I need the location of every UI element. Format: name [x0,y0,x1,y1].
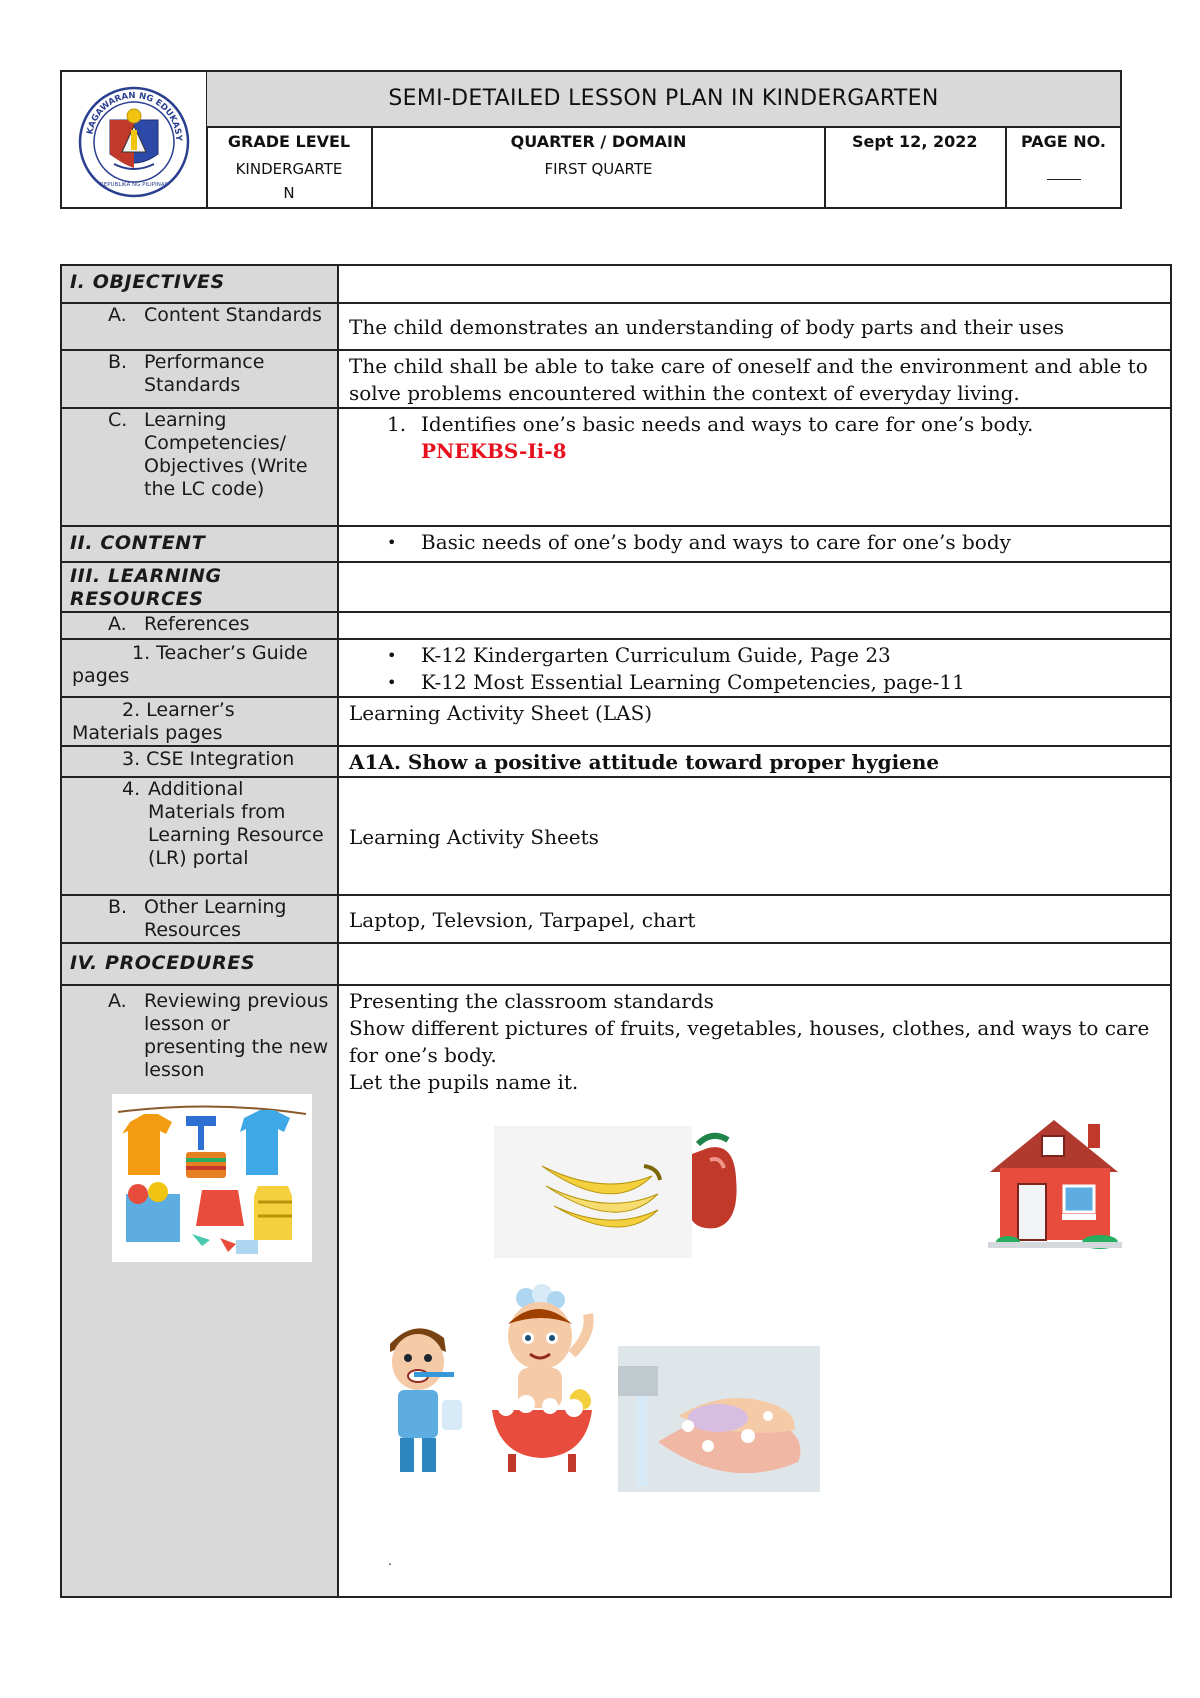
reference-bullet-2: • [387,673,397,692]
row-teachers-guide [61,639,1171,697]
objectives-heading: I. OBJECTIVES [70,271,225,293]
child-bathing-picture [486,1284,598,1484]
content-bullet: • [387,533,397,552]
grade-level-cell [207,128,373,207]
content-standards-letter: A. [108,304,127,326]
procedure-line-1: Presenting the classroom standards [349,989,714,1013]
content-text: Basic needs of one’s body and ways to care for one’s body [421,530,1011,554]
quarter-domain-cell [373,128,826,207]
other-resources-label: Other Learning Resources [144,896,287,941]
competency-number: 1. [387,412,407,436]
quarter-domain-value: FIRST QUARTE [544,160,653,178]
page-number-label: PAGE NO. [1021,132,1106,151]
performance-standards-letter: B. [108,351,128,373]
reviewing-letter: A. [108,990,127,1012]
teachers-guide-label-a: 1. Teacher’s Guide [132,642,308,664]
competency-text: Identifies one’s basic needs and ways to care for one’s body. [421,412,1034,436]
learners-materials-label-a: 2. Learner’s [122,699,235,721]
row-cse-integration [61,746,1171,777]
references-letter: A. [108,613,127,635]
row-objectives-heading [61,265,1171,303]
row-performance-standards [61,350,1171,408]
content-standards-text: The child demonstrates an understanding of body parts and their uses [349,315,1065,339]
row-content [61,526,1171,562]
house-picture [988,1112,1122,1250]
grade-level-value-line2: N [283,184,295,202]
performance-standards-text: The child shall be able to take care of oneself and the environment and able to solve problems encountered within the context of everyday living. [349,354,1148,405]
stray-dot: . [388,1554,392,1568]
lc-code: PNEKBS-Ii-8 [421,439,567,463]
header-box [60,70,1122,209]
page-number-cell [1007,128,1120,207]
lesson-plan-title: SEMI-DETAILED LESSON PLAN IN KINDERGARTEN [207,72,1120,128]
row-additional-materials [61,777,1171,895]
lesson-plan-table [60,264,1172,1598]
row-learning-resources-heading [61,562,1171,612]
lesson-date: Sept 12, 2022 [852,132,978,151]
learning-competencies-letter: C. [108,409,128,431]
additional-materials-number: 4. [122,778,141,800]
grade-level-label: GRADE LEVEL [227,132,351,151]
references-label: References [144,613,250,635]
content-standards-label: Content Standards [144,304,322,326]
procedure-line-2: Show different pictures of fruits, vegetables, houses, clothes, and ways to care for one’s body. [349,1016,1150,1067]
page-number-blank [1047,161,1081,180]
cse-integration-text: A1A. Show a positive attitude toward proper hygiene [349,750,940,774]
cse-integration-label: 3. CSE Integration [122,748,295,770]
seal-ring-text: KAGAWARAN NG EDUKASY [85,90,184,141]
apple-picture [690,1126,738,1234]
learning-resources-heading: III. LEARNING RESOURCES [70,565,222,610]
learners-materials-text: Learning Activity Sheet (LAS) [349,701,653,725]
learning-competencies-label: Learning Competencies/ Objectives (Write the LC code) [144,409,308,500]
hand-washing-picture [618,1346,820,1492]
additional-materials-label: Additional Materials from Learning Resource (LR) portal [148,778,324,869]
row-reviewing-lesson [61,985,1171,1597]
bananas-picture [494,1126,692,1258]
reviewing-label: Reviewing previous lesson or presenting the new lesson [144,990,329,1081]
learners-materials-label-b: Materials pages [72,722,223,744]
row-learners-materials [61,697,1171,746]
reference-cg: K-12 Kindergarten Curriculum Guide, Page 23 [421,643,891,667]
content-heading: II. CONTENT [70,532,206,554]
date-cell [826,128,1007,207]
additional-materials-text: Learning Activity Sheets [349,824,599,849]
boy-brushing-teeth-picture [380,1316,468,1476]
clothes-picture [112,1094,312,1262]
reference-bullet-1: • [387,646,397,665]
seal-bottom-text: REPUBLIKA NG PILIPINAS [99,182,169,188]
row-references [61,612,1171,639]
row-procedures-heading [61,943,1171,985]
teachers-guide-label-b: pages [72,665,130,687]
row-content-standards [61,303,1171,350]
row-learning-competencies [61,408,1171,526]
performance-standards-label: Performance Standards [144,351,265,396]
quarter-domain-label: QUARTER / DOMAIN [510,132,687,151]
reference-melc: K-12 Most Essential Learning Competencies, page-11 [421,670,965,694]
procedure-line-3: Let the pupils name it. [349,1070,579,1094]
row-other-resources [61,895,1171,943]
other-resources-letter: B. [108,896,128,918]
other-resources-text: Laptop, Televsion, Tarpapel, chart [349,907,696,932]
deped-seal-logo [62,72,206,207]
grade-level-value-line1: KINDERGARTE [235,160,343,178]
logo-cell [62,72,208,207]
procedures-heading: IV. PROCEDURES [70,952,256,974]
